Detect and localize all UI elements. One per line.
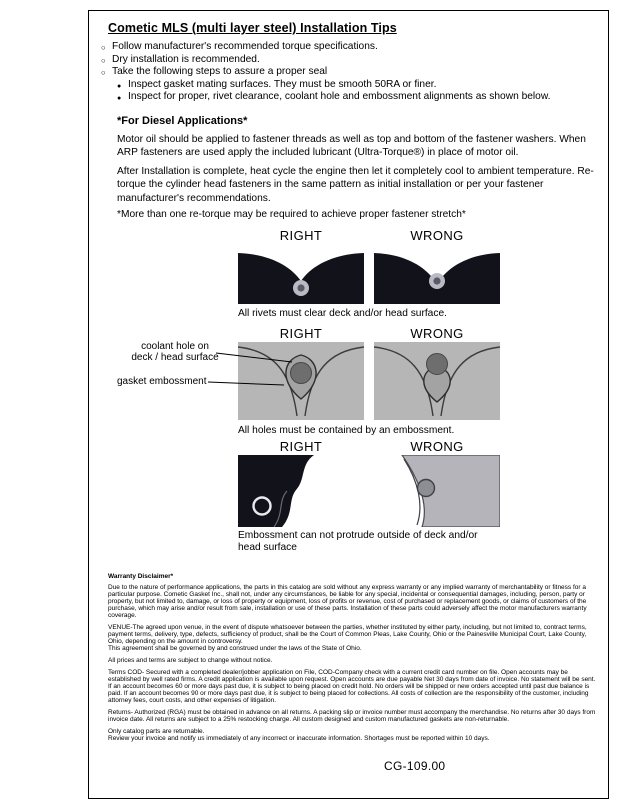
open-bullet-icon: ○	[101, 55, 106, 65]
disclaimer-heading: Warranty Disclaimer*	[108, 573, 174, 580]
annotation-line: deck / head surface	[131, 352, 219, 363]
filled-bullet-icon: ●	[117, 82, 122, 90]
diagram-rivet-right-image	[238, 246, 364, 304]
retorque-note: *More than one re-torque may be required to achieve proper fastener stretch*	[117, 209, 466, 220]
list-item-text: Dry installation is recommended.	[112, 53, 260, 65]
open-bullet-icon: ○	[101, 43, 106, 52]
disclaimer-paragraph: Only catalog parts are returnable.	[108, 728, 205, 735]
disclaimer-paragraph: This agreement shall be governed by and construed under the laws of the State of Ohio.	[108, 645, 362, 652]
disclaimer-paragraph: Due to the nature of performance applications, the parts in this catalog are sold without any express warranty or any implied warranty of merchantability or fitness for a particular purpose. Cometic Gasket Inc., shall not, under any circumstances, be liable for any special, incidental or consequential damages, including, person, party or property, but not limited to, damage, or loss of property or equipment, loss of profits or revenue, cost of purchased or replacement goods, or claims of customers of the purchase, which may arise and/or result from sale, installation or use of these parts. Installation of these parts could adversely affect the motor manufacturers warranty coverage.	[108, 584, 587, 619]
wrong-label: WRONG	[410, 439, 464, 454]
disclaimer-paragraph: Terms COD- Secured with a completed dealer/jobber application on File, COD-Company check with a current credit card number on file. Open accounts may be established by well rated firms. A credit application is available upon request. Open accounts are due payable Net 30 days from date of invoice. No statement will be sent. If an account becomes 60 or more days past due, it is subject to being placed on credit hold. No orders will be shipped or new orders accepted until past due balance is paid. If an account becomes 90 or more days past due, it is subject to being placed for collections. All costs of collection are the responsibility of the customer, including attorney fees, court costs, and other expenses of litigation.	[108, 669, 596, 704]
diagram-caption: All rivets must clear deck and/or head surface.	[238, 308, 447, 319]
filled-bullet-icon: ●	[117, 95, 122, 103]
open-bullet-icon: ○	[101, 68, 106, 78]
list-item-text: Inspect for proper, rivet clearance, coolant hole and embossment alignments as shown below.	[128, 91, 551, 103]
list-item	[117, 79, 601, 92]
diagram-rivet-wrong-image	[374, 246, 500, 304]
right-label: RIGHT	[279, 228, 323, 243]
list-item	[101, 66, 601, 79]
disclaimer-paragraph: VENUE-The agreed upon venue, in the event of dispute whatsoever between the parties, whether instituted by either party, including, but not limited to, contract terms, payment terms, delivery, type, defects, sufficiency of product, shall be the Court of Common Pleas, Lake County, Ohio or the Painesville Municipal Court, Lake County, Ohio, depending on the amount in controversy.	[108, 624, 587, 645]
list-item	[117, 91, 601, 104]
disclaimer-paragraph: All prices and terms are subject to change without notice.	[108, 657, 273, 664]
list-item-text: Follow manufacturer's recommended torque specifications.	[112, 41, 378, 52]
tips-list	[101, 41, 601, 104]
diagram-embossment-right-image	[238, 455, 364, 527]
page-code: CG-109.00	[384, 759, 446, 773]
disclaimer-paragraph: Returns- Authorized (RGA) must be obtained in advance on all returns. A packing slip or invoice number must accompany the merchandise. No returns after 30 days from invoice date. All returns are subject to a 25% restocking charge. All custom designed and custom manufactured gaskets are non-returnable.	[108, 709, 596, 723]
right-label: RIGHT	[279, 439, 323, 454]
diagram-coolant-hole-wrong-image	[374, 342, 500, 420]
diagram-caption: Embossment can not protrude outside of deck and/or head surface	[238, 530, 478, 554]
diesel-paragraph: Motor oil should be applied to fastener threads as well as top and bottom of the fastener washers. When ARP fasteners are used apply the included lubricant (Ultra-Torque®) in place of motor oil.	[117, 134, 586, 159]
warranty-disclaimer	[108, 573, 598, 747]
diesel-applications-heading: *For Diesel Applications*	[117, 115, 248, 127]
wrong-label: WRONG	[410, 326, 464, 341]
list-item	[101, 41, 601, 54]
diesel-paragraph: After Installation is complete, heat cycle the engine then let it completely cool to ambient temperature. Re-torque the cylinder head fasteners in the same pattern as initial installation or per your fastener manufacturer's recommendations.	[117, 166, 594, 204]
annotation-pointer-lines	[186, 340, 296, 390]
diagram-embossment-wrong-image	[374, 455, 500, 527]
gasket-embossment-annotation: gasket embossment	[117, 376, 207, 387]
list-item	[101, 54, 601, 67]
list-item-text: Take the following steps to assure a proper seal	[112, 66, 328, 78]
diagram-caption: All holes must be contained by an embossment.	[238, 425, 455, 436]
page-title: Cometic MLS (multi layer steel) Installation Tips	[108, 21, 397, 35]
annotation-line: coolant hole on	[141, 341, 209, 352]
wrong-label: WRONG	[410, 228, 464, 243]
right-label: RIGHT	[279, 326, 323, 341]
list-item-text: Inspect gasket mating surfaces. They must be smooth 50RA or finer.	[128, 78, 437, 90]
disclaimer-paragraph: Review your invoice and notify us immediately of any incorrect or inaccurate information. Shortages must be reported within 10 days.	[108, 735, 490, 742]
